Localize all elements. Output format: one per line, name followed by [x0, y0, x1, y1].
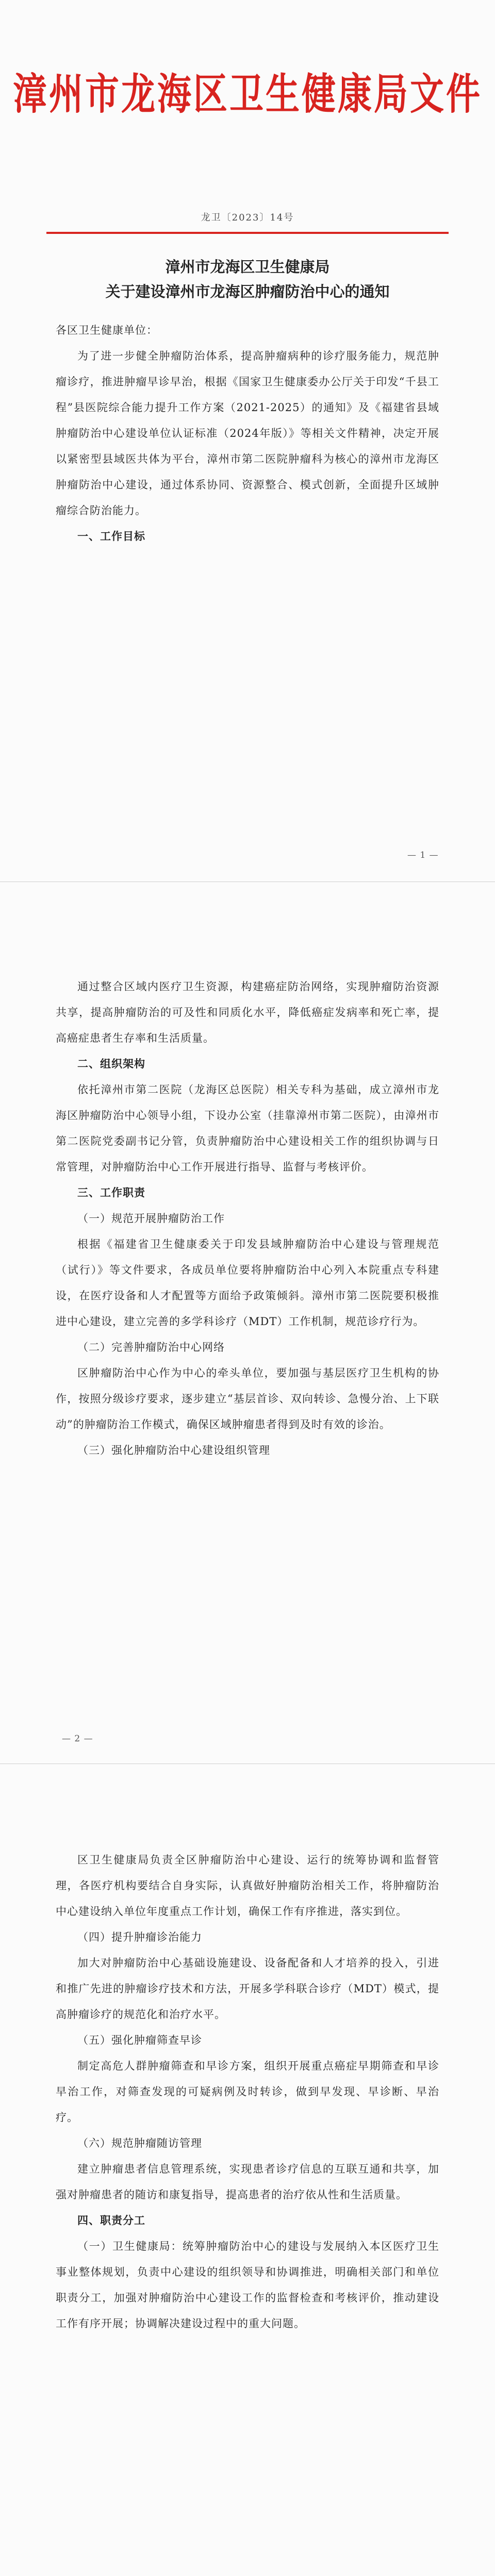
section4-heading: 四、职责分工 [77, 2214, 145, 2227]
notice-title-line1: 漳州市龙海区卫生健康局 [165, 258, 330, 276]
notice-title [0, 255, 495, 304]
section1-heading: 一、工作目标 [77, 530, 145, 543]
section2-heading: 二、组织架构 [77, 1058, 145, 1070]
page-number: — 2 — [62, 1734, 93, 1744]
page2-body [56, 974, 439, 1463]
section3-item: （三）强化肿瘤防治中心建设组织管理 [77, 1444, 270, 1456]
page-number: — 1 — [407, 850, 439, 860]
section3-item: （二）完善肿瘤防治中心网络 [77, 1341, 225, 1353]
section3-item: 根据《福建省卫生健康委关于印发县域肿瘤防治中心建设与管理规范（试行）》等文件要求，各成员单位要将肿瘤防治中心列入本院重点专科建设，在医疗设备和人才配置等方面给予政策倾斜。漳州市第二医院要积极推进中心建设，建立完善的多学科诊疗（MDT）工作机制，规范诊疗行为。 [56, 1238, 439, 1328]
section4-item: （一）卫生健康局：统筹肿瘤防治中心的建设与发展纳入本区医疗卫生事业整体规划，负责中心建设的组织领导和协调推进，明确相关部门和单位职责分工，加强对肿瘤防治中心建设工作的监督检查和考核评价，推动建设工作有序开展；协调解决建设过程中的重大问题。 [56, 2240, 439, 2330]
intro-paragraph: 为了进一步健全肿瘤防治体系，提高肿瘤病种的诊疗服务能力，规范肿瘤诊疗，推进肿瘤早诊早治，根据《国家卫生健康委办公厅关于印发“千县工程”县医院综合能力提升工作方案（2021-2025）的通知》及《福建省县域肿瘤防治中心建设单位认证标准（2024年版）》等相关文件精神，决定开展以紧密型县域医共体为平台，漳州市第二医院肿瘤科为核心的漳州市龙海区肿瘤防治中心建设，通过体系协同、资源整合、模式创新，全面提升区域肿瘤综合防治能力。 [56, 350, 439, 517]
page3-body [56, 1847, 439, 2336]
section3-item: （一）规范开展肿瘤防治工作 [77, 1212, 225, 1225]
page3-item: （六）规范肿瘤随访管理 [77, 2137, 202, 2149]
page3-item: （五）强化肿瘤筛查早诊 [77, 2034, 202, 2046]
addressee: 各区卫生健康单位： [56, 324, 158, 336]
page1-body [56, 317, 439, 549]
section1-paragraph: 通过整合区域内医疗卫生资源，构建癌症防治网络，实现肿瘤防治资源共享，提高肿瘤防治的可及性和同质化水平，降低癌症发病率和死亡率，提高癌症患者生存率和生活质量。 [56, 980, 439, 1044]
page3-lead: 区卫生健康局负责全区肿瘤防治中心建设、运行的统筹协调和监督管理，各医疗机构要结合自身实际，认真做好肿瘤防治相关工作，将肿瘤防治中心建设纳入单位年度重点工作计划，确保工作有序推进，落实到位。 [56, 1854, 439, 1918]
page3-item: 加大对肿瘤防治中心基础设施建设、设备配备和人才培养的投入，引进和推广先进的肿瘤诊疗技术和方法，开展多学科联合诊疗（MDT）模式，提高肿瘤诊疗的规范化和治疗水平。 [56, 1957, 439, 2021]
red-divider-line [46, 232, 449, 234]
red-header-title: 漳州市龙海区卫生健康局文件 [13, 69, 482, 120]
notice-title-line2: 关于建设漳州市龙海区肿瘤防治中心的通知 [105, 283, 390, 300]
document-number: 龙卫〔2023〕14号 [201, 212, 294, 223]
page3-item: 制定高危人群肿瘤筛查和早诊方案，组织开展重点癌症早期筛查和早诊早治工作，对筛查发现的可疑病例及时转诊，做到早发现、早诊断、早治疗。 [56, 2060, 439, 2124]
section2-paragraph: 依托漳州市第二医院（龙海区总医院）相关专科为基础，成立漳州市龙海区肿瘤防治中心领导小组，下设办公室（挂靠漳州市第二医院），由漳州市第二医院党委副书记分管，负责肿瘤防治中心建设相关工作的组织协调与日常管理，对肿瘤防治中心工作开展进行指导、监督与考核评价。 [56, 1083, 439, 1173]
page3-item: （四）提升肿瘤诊治能力 [77, 1931, 202, 1943]
page3-item: 建立肿瘤患者信息管理系统，实现患者诊疗信息的互联互通和共享，加强对肿瘤患者的随访和康复指导，提高患者的治疗依从性和生活质量。 [56, 2163, 439, 2201]
section3-heading: 三、工作职责 [77, 1187, 145, 1199]
section3-item: 区肿瘤防治中心作为中心的牵头单位，要加强与基层医疗卫生机构的协作，按照分级诊疗要求，逐步建立“基层首诊、双向转诊、急慢分治、上下联动”的肿瘤防治工作模式，确保区域肿瘤患者得到及时有效的诊治。 [56, 1367, 439, 1431]
